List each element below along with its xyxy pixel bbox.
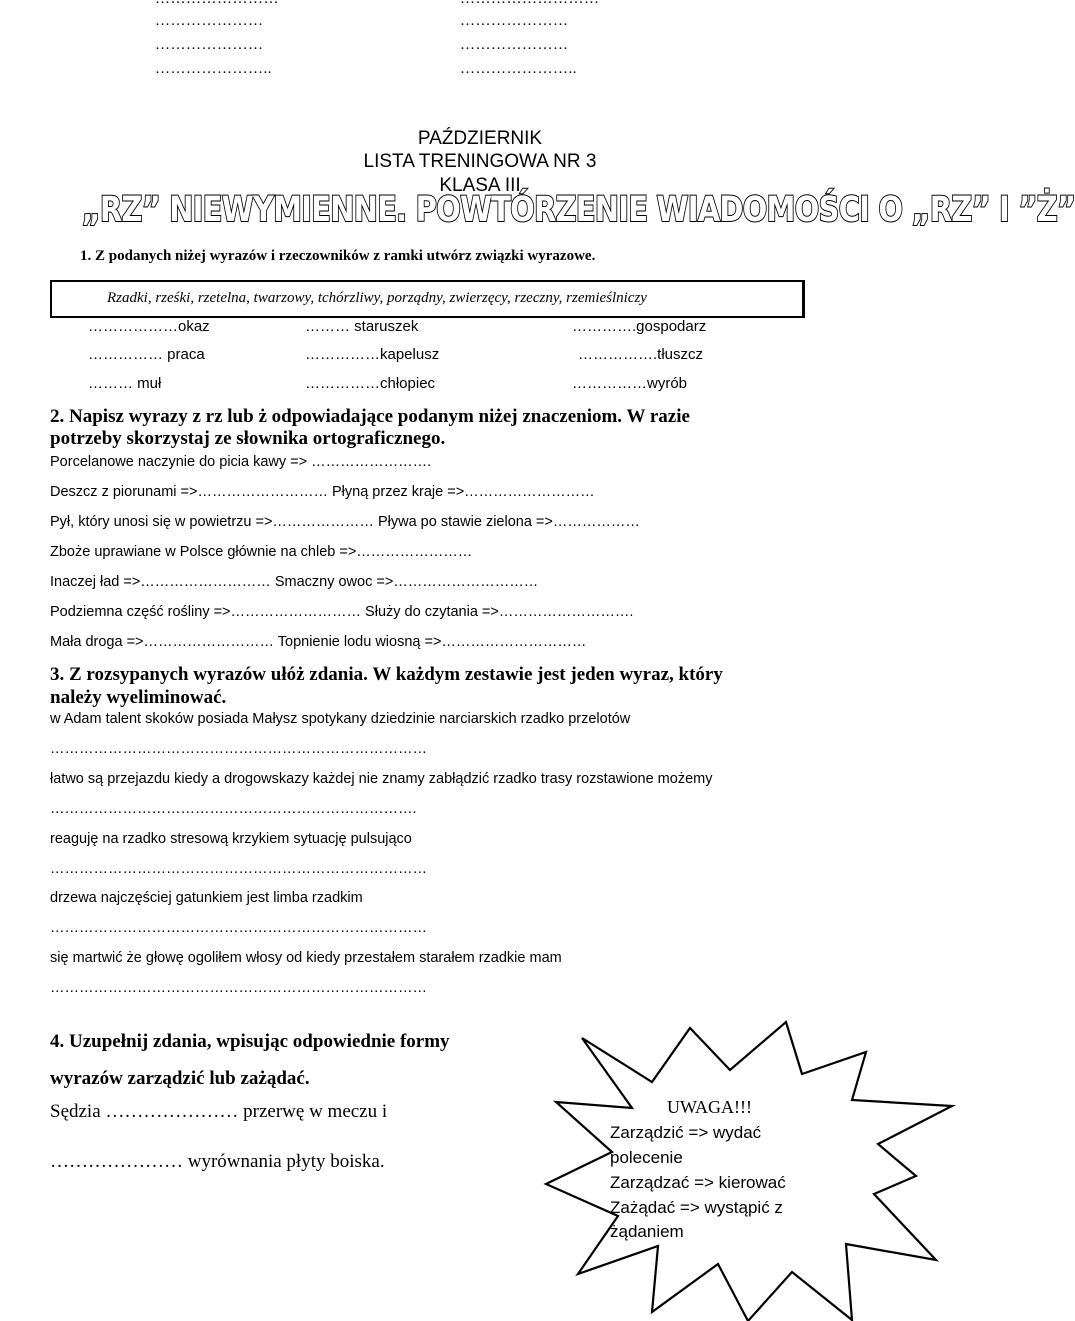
task3-answer-line-2: …………………………………………………………………. <box>50 801 417 817</box>
task3-words-1: w Adam talent skoków posiada Małysz spotykany dziedzinie narciarskich rzadko przelotów <box>50 711 631 727</box>
starburst-shape <box>540 1020 960 1321</box>
top-dots-right-2: ………………… <box>460 13 569 29</box>
top-dots-right-3: ………………… <box>460 37 569 53</box>
task3-heading-line2: należy wyeliminować. <box>50 687 227 708</box>
task1-row1-col2: ……… staruszek <box>305 318 419 335</box>
task4-sentence-2: ………………… wyrównania płyty boiska. <box>50 1151 385 1172</box>
task3-words-4: drzewa najczęściej gatunkiem jest limba rzadkim <box>50 890 363 906</box>
note-line-5: żądaniem <box>610 1222 684 1241</box>
class-label: KLASA III <box>439 175 521 196</box>
task2-item-4: Zboże uprawiane w Polsce głównie na chleb =>…………………… <box>50 544 473 560</box>
note-line-1: Zarządzić => wydać <box>610 1123 762 1142</box>
task3-words-2: łatwo są przejazdu kiedy a drogowskazy każdej nie znamy zabłądzić rzadko trasy rozstawione możemy <box>50 771 713 787</box>
top-dots-left-3: ………………… <box>155 37 264 53</box>
task3-answer-line-1: …………………………………………………………………… <box>50 741 427 757</box>
task1-row3-col1: ……… muł <box>88 375 162 392</box>
note-line-3: Zarządzać => kierować <box>610 1173 786 1192</box>
task3-words-3: reaguję na rzadko stresową krzykiem sytuację pulsująco <box>50 831 412 847</box>
top-dots-right-1 <box>460 0 600 8</box>
banner-title: „RZ” NIEWYMIENNE. POWTÓRZENIE WIADOMOŚCI O „RZ” I ”Ż” <box>81 190 1075 230</box>
note-line-2: polecenie <box>610 1148 683 1167</box>
top-dots-right-4: ………………….. <box>460 61 577 77</box>
word-box <box>50 280 805 318</box>
note-title: UWAGA!!! <box>667 1097 752 1117</box>
task3-heading-line1: 3. Z rozsypanych wyrazów ułóż zdania. W każdym zestawie jest jeden wyraz, który <box>50 664 723 685</box>
task1-row2-col2: ……………kapelusz <box>305 346 440 363</box>
top-dots-left-2: ………………… <box>155 13 264 29</box>
task2-heading-line1: 2. Napisz wyrazy z rz lub ż odpowiadające podanym niżej znaczeniom. W razie <box>50 406 690 427</box>
task3-answer-line-3: …………………………………………………………………… <box>50 861 427 877</box>
task2-item-2: Deszcz z piorunami =>……………………… Płyną przez kraje =>……………………… <box>50 484 595 500</box>
task2-item-1: Porcelanowe naczynie do picia kawy => ……………………. <box>50 454 432 470</box>
task1-row1-col3: ………….gospodarz <box>572 318 707 335</box>
task2-item-7: Mała droga =>……………………… Topnienie lodu wiosną =>………………………… <box>50 634 587 650</box>
task1-row2-col1: …………… praca <box>88 346 205 363</box>
task1-row3-col2: ……………chłopiec <box>305 375 436 392</box>
task1-row1-col1: ………………okaz <box>88 318 210 335</box>
task4-heading-line2: wyrazów zarządzić lub zażądać. <box>50 1068 310 1089</box>
task3-words-5: się martwić że głowę ogoliłem włosy od kiedy przestałem starałem rzadkie mam <box>50 950 562 966</box>
top-dots-left-1 <box>155 0 279 8</box>
note-line-4: Zażądać => wystąpić z <box>610 1198 783 1217</box>
task3-answer-line-4: …………………………………………………………………… <box>50 920 427 936</box>
top-dots-left-4: ………………….. <box>155 61 272 77</box>
task2-heading-line2: potrzeby skorzystaj ze słownika ortograficznego. <box>50 428 446 449</box>
task2-item-5: Inaczej ład =>……………………… Smaczny owoc =>………………………… <box>50 574 539 590</box>
task3-answer-line-5: …………………………………………………………………… <box>50 980 427 996</box>
month-heading: PAŹDZIERNIK <box>417 128 543 149</box>
task1-instruction: 1. Z podanych niżej wyrazów i rzeczowników z ramki utwórz związki wyrazowe. <box>80 248 596 264</box>
list-title: LISTA TRENINGOWA NR 3 <box>363 151 597 172</box>
task4-sentence-1: Sędzia ………………… przerwę w meczu i <box>50 1101 388 1122</box>
task2-item-6: Podziemna część rośliny =>……………………… Służy do czytania =>………………………. <box>50 604 634 620</box>
word-box-text: Rzadki, rześki, rzetelna, twarzowy, tchórzliwy, porządny, zwierzęcy, rzeczny, rzemieślniczy <box>107 290 647 306</box>
task1-row3-col3: ……………wyrób <box>572 375 688 392</box>
task4-heading-line1: 4. Uzupełnij zdania, wpisując odpowiednie formy <box>50 1031 450 1052</box>
task2-item-3: Pył, który unosi się w powietrzu =>………………… Pływa po stawie zielona =>……………… <box>50 514 640 530</box>
task1-row2-col3: …………….tłuszcz <box>578 346 704 363</box>
